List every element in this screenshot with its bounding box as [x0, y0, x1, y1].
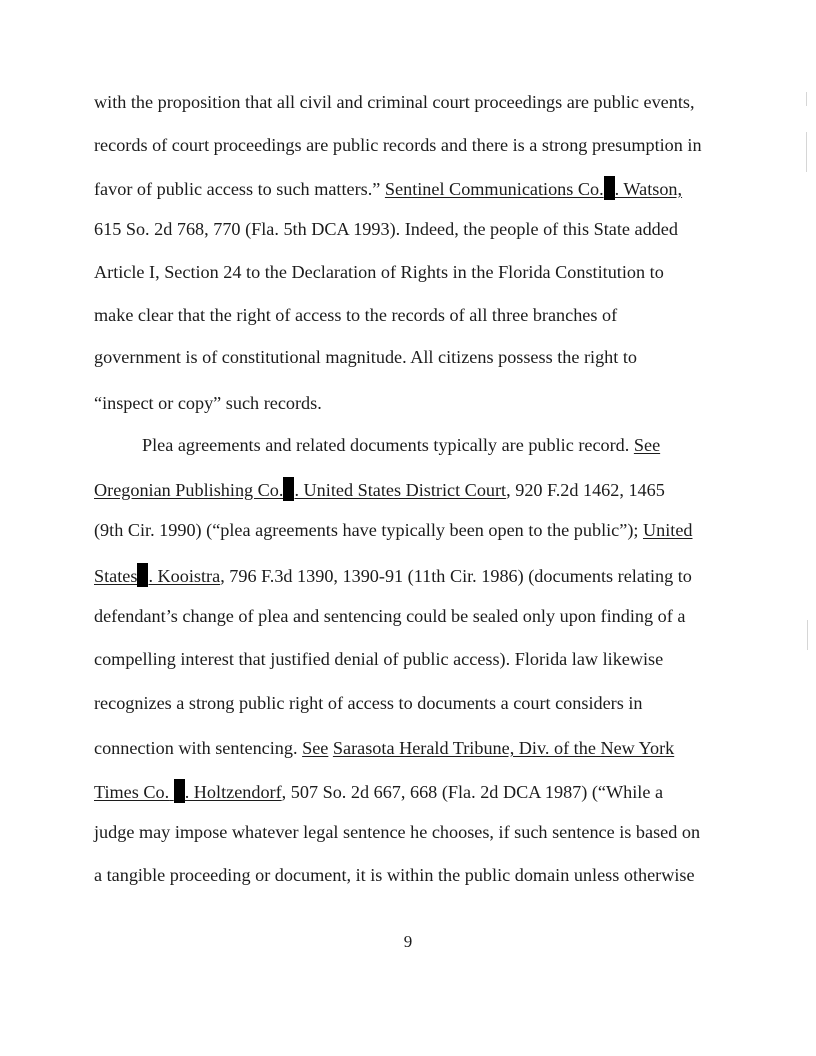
case-name: Sarasota Herald Tribune, Div. of the New York	[332, 738, 675, 758]
case-citation	[94, 480, 506, 500]
redaction-block	[137, 563, 148, 587]
scan-artifact	[806, 132, 807, 172]
text-run: connection with sentencing.	[94, 738, 303, 758]
case-name: . Holtzendorf	[184, 782, 282, 802]
redaction-block	[174, 779, 185, 803]
body-text-line: 615 So. 2d 768, 770 (Fla. 5th DCA 1993). Indeed, the people of this State added	[94, 219, 678, 239]
text-run: , 796 F.3d 1390, 1390-91 (11th Cir. 1986) (documents relating to	[220, 566, 692, 586]
body-text-line	[94, 737, 674, 759]
scan-artifact	[806, 92, 807, 106]
body-text-line: “inspect or copy” such records.	[94, 393, 322, 413]
text-run: , 920 F.2d 1462, 1465	[506, 480, 665, 500]
body-text-line: a tangible proceeding or document, it is within the public domain unless otherwise	[94, 865, 695, 885]
body-text-line: government is of constitutional magnitude. All citizens possess the right to	[94, 347, 638, 367]
signal-word: See	[302, 738, 329, 758]
body-text-line	[142, 434, 660, 456]
case-name: . Kooistra	[148, 566, 221, 586]
case-name: Oregonian Publishing Co.	[94, 480, 284, 500]
case-name: States	[94, 566, 138, 586]
body-text-line: with the proposition that all civil and criminal court proceedings are public events,	[94, 92, 695, 112]
body-text-line: judge may impose whatever legal sentence he chooses, if such sentence is based on	[94, 822, 701, 842]
body-text-line: recognizes a strong public right of access to documents a court considers in	[94, 693, 643, 713]
body-text-line	[94, 176, 682, 200]
case-name: . Watson,	[614, 179, 683, 199]
body-text-line	[94, 779, 663, 803]
body-text-line	[94, 563, 692, 587]
case-citation	[385, 179, 682, 199]
case-name: United	[642, 520, 693, 540]
body-text-line: compelling interest that justified denial of public access). Florida law likewise	[94, 649, 664, 669]
body-text-line	[94, 519, 693, 541]
case-name: . United States District Court	[294, 480, 507, 500]
page-number: 9	[403, 932, 413, 951]
signal-word: See	[633, 435, 661, 455]
body-text-line: records of court proceedings are public records and there is a strong presumption in	[94, 135, 702, 155]
case-name: Times Co.	[94, 782, 170, 802]
text-run: (9th Cir. 1990) (“plea agreements have typically been open to the public”);	[94, 520, 643, 540]
body-text-line: Article I, Section 24 to the Declaration of Rights in the Florida Constitution to	[94, 262, 664, 282]
redaction-block	[604, 176, 615, 200]
text-run: , 507 So. 2d 667, 668 (Fla. 2d DCA 1987) (“While a	[281, 782, 664, 802]
redaction-block	[283, 477, 294, 501]
case-citation	[94, 782, 282, 802]
case-citation	[94, 566, 220, 586]
case-name: Sentinel Communications Co.	[384, 179, 604, 199]
scan-artifact	[807, 620, 808, 650]
body-text-line: make clear that the right of access to the records of all three branches of	[94, 305, 618, 325]
text-run: Plea agreements and related documents typically are public record.	[142, 435, 634, 455]
text-run: favor of public access to such matters.”	[94, 179, 385, 199]
body-text-line	[94, 477, 665, 501]
body-text-line: defendant’s change of plea and sentencing could be sealed only upon finding of a	[94, 606, 686, 626]
